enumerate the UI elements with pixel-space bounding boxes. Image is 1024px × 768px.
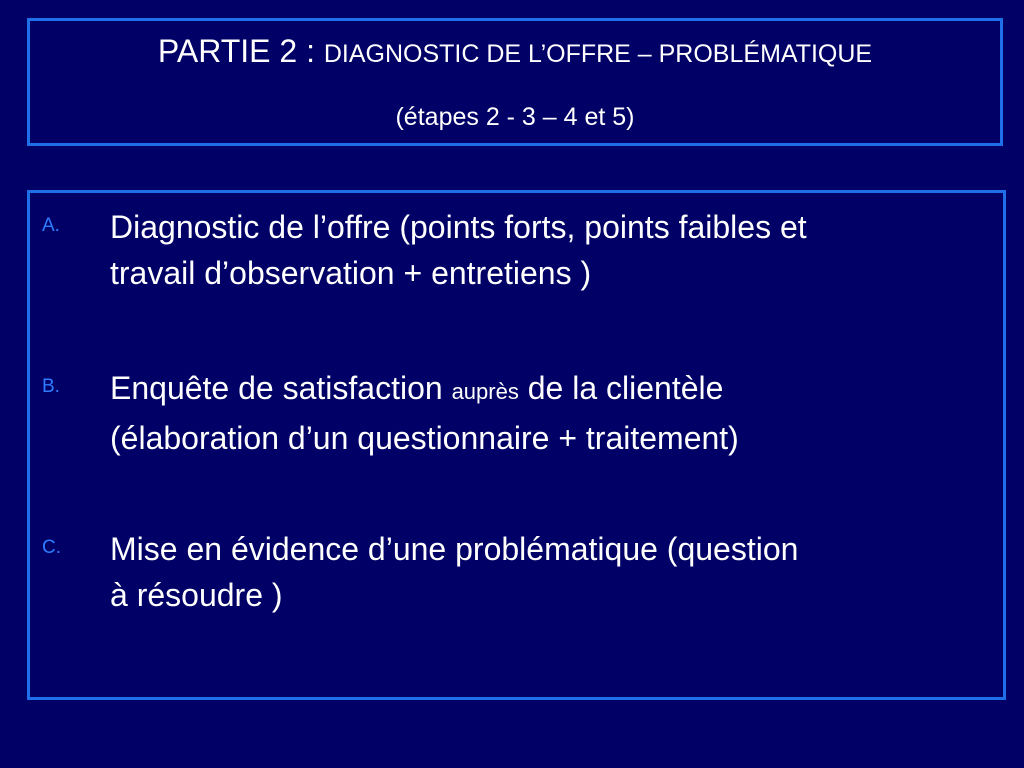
list-text-c-line1: Mise en évidence d’une problématique (question — [110, 531, 799, 567]
list-letter-b: B. — [42, 376, 60, 397]
list-text-a-line1: Diagnostic de l’offre (points forts, points faibles et — [110, 209, 807, 245]
list-text-b-line1-small: auprès — [451, 379, 519, 404]
list-text-b-line1-end: de la clientèle — [518, 370, 724, 406]
list-text-a — [110, 204, 990, 296]
list-text-c — [110, 526, 990, 618]
title-box — [27, 18, 1003, 146]
title-steps: (étapes 2 - 3 – 4 et 5) — [395, 103, 635, 131]
title-main: PARTIE 2 : — [157, 33, 324, 69]
list-text-b-line1-start: Enquête de satisfaction — [110, 370, 452, 406]
title-sub: DIAGNOSTIC DE L’OFFRE – PROBLÉMATIQUE — [323, 40, 873, 68]
content-box — [27, 190, 1006, 700]
list-text-c-line2: à résoudre ) — [110, 577, 283, 613]
list-letter-c: C. — [42, 537, 61, 558]
list-text-b — [110, 365, 990, 461]
list-text-a-line2: travail d’observation + entretiens ) — [110, 255, 592, 291]
slide-title — [30, 33, 1000, 70]
list-letter-a: A. — [42, 215, 60, 236]
list-text-b-line2: (élaboration d’un questionnaire + traitement) — [110, 420, 739, 456]
